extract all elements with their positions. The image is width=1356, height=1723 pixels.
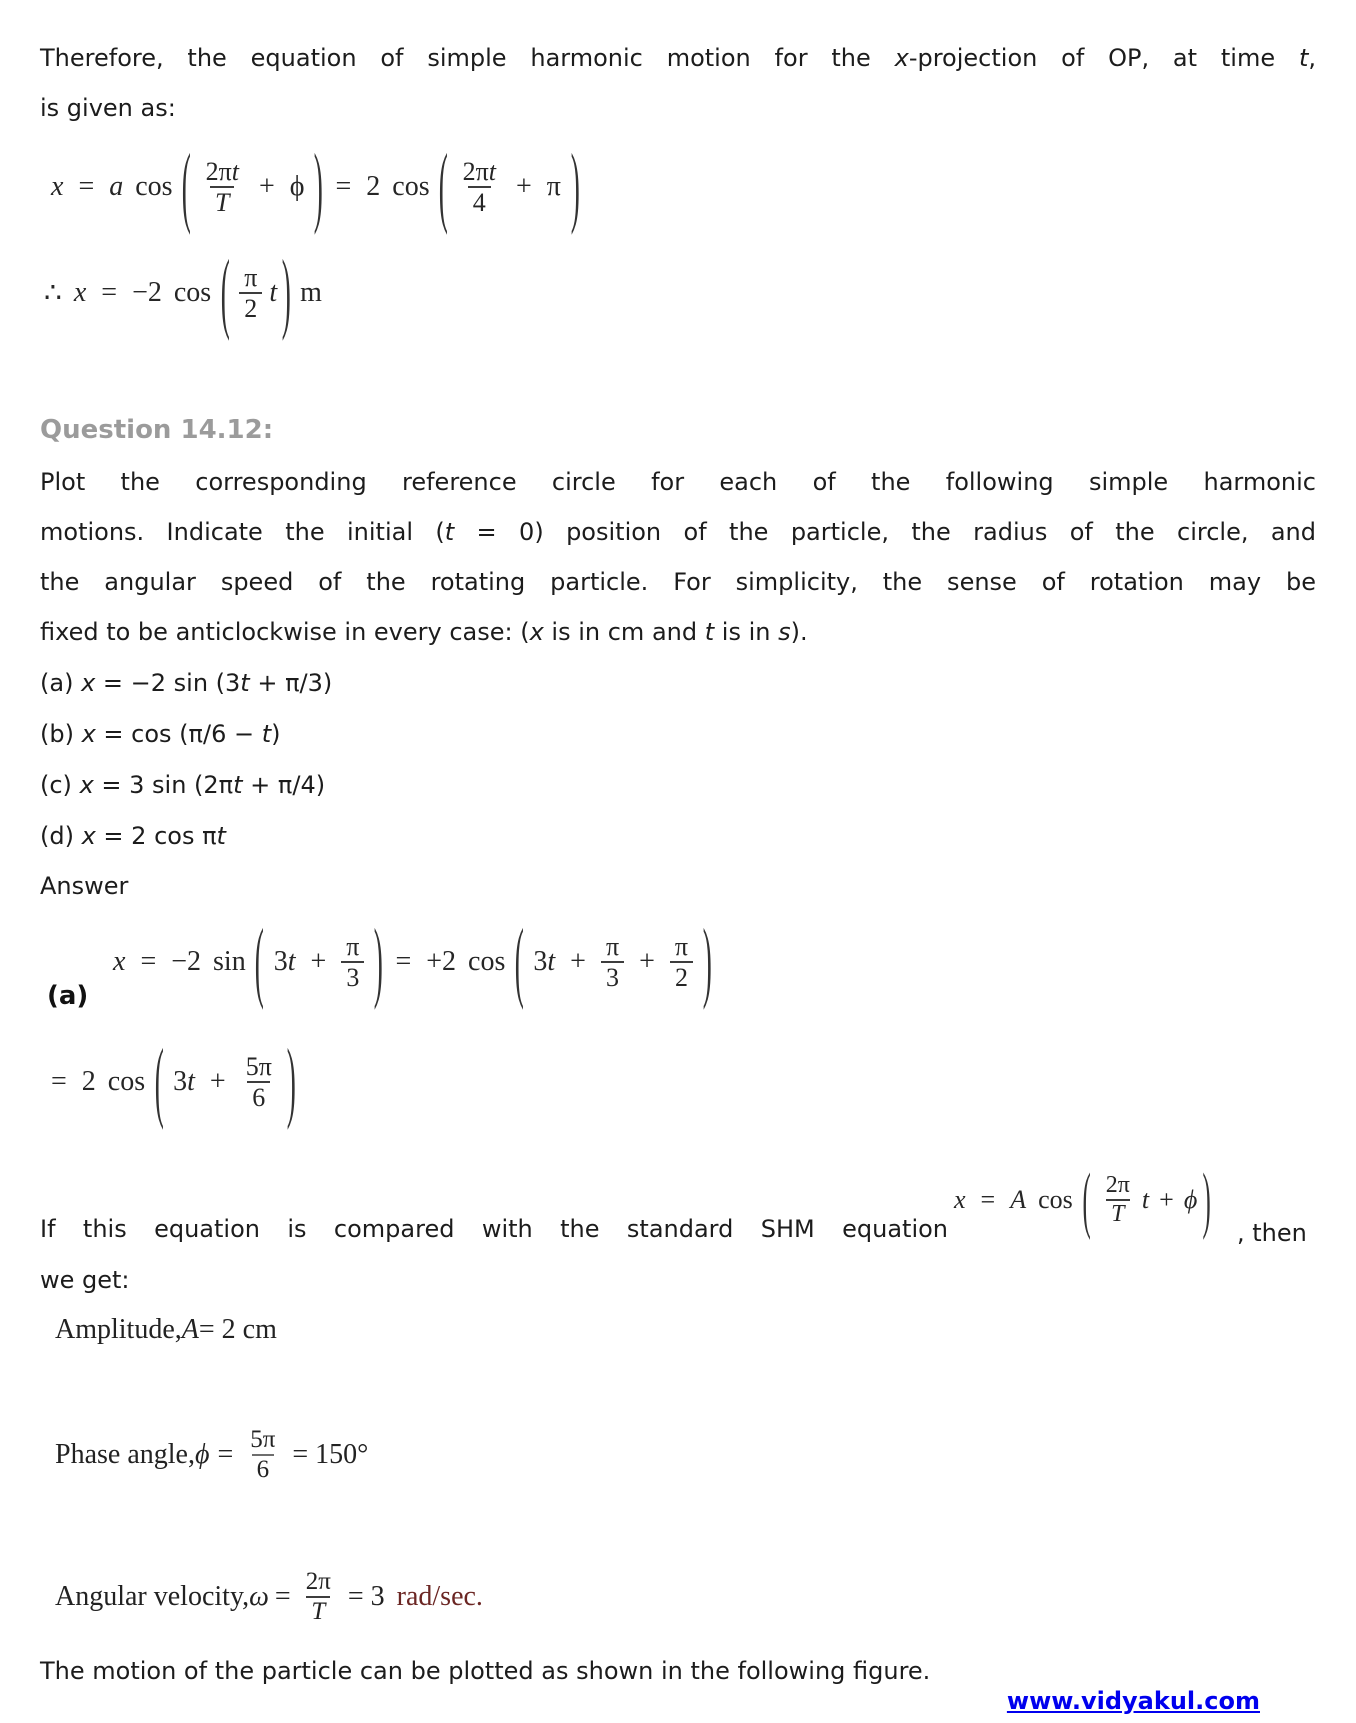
numerator — [458, 157, 501, 186]
angular-result: = 3 — [347, 1581, 385, 1612]
text-run: 6 — [256, 1456, 270, 1483]
plus-sign: + — [515, 171, 532, 202]
angular-velocity-line — [55, 1561, 483, 1633]
numerator — [670, 932, 693, 961]
pi-symbol: π — [674, 931, 689, 961]
left-paren: ( — [1082, 1157, 1091, 1241]
fraction-2pi-T — [301, 1568, 336, 1626]
fraction-2pi-T — [1101, 1172, 1135, 1228]
equals-sign: = — [980, 1185, 996, 1214]
coefficient-2: 2 — [81, 1066, 96, 1097]
answer-a-equation-line-2 — [42, 1032, 299, 1132]
list-item-d — [40, 811, 1316, 862]
var-x: x — [81, 822, 96, 850]
numerator — [301, 1568, 336, 1596]
text-run: 3 — [346, 963, 360, 992]
denominator — [468, 186, 491, 217]
text-run: 3 — [273, 946, 288, 977]
text-run: the angular speed of the rotating particle. For simplicity, the sense of rotation may be — [40, 568, 1316, 596]
intro-line-2 — [40, 83, 1316, 133]
text-run: 6 — [252, 1083, 266, 1112]
left-paren: ( — [182, 135, 192, 237]
text-run: 5π — [245, 1051, 272, 1081]
denominator — [601, 961, 624, 992]
pi-symbol: π — [605, 931, 620, 961]
var-A: A — [1010, 1185, 1027, 1214]
numerator — [601, 932, 624, 961]
right-paren: ) — [702, 910, 712, 1012]
equals-sign: = — [274, 1581, 291, 1612]
numerator — [241, 1052, 277, 1081]
amplitude-line — [55, 1314, 277, 1346]
plus-sign: + — [258, 171, 275, 202]
question-line-3 — [40, 557, 1316, 607]
coefficient-2: 2 — [366, 171, 381, 202]
compare-text-after: , then — [1237, 1219, 1307, 1247]
fraction-pi-2 — [670, 932, 693, 992]
left-paren: ( — [220, 241, 230, 343]
numerator — [245, 1426, 280, 1454]
fraction-5pi-6 — [241, 1052, 277, 1112]
phase-result: = 150° — [292, 1439, 369, 1470]
text-run: (c) — [40, 771, 80, 799]
term-3t — [533, 946, 555, 978]
phi-symbol: ϕ — [289, 171, 305, 202]
text-run: 2π — [305, 1568, 331, 1595]
fraction-pi-3 — [341, 932, 364, 992]
plus-sign: + — [310, 946, 327, 977]
equals-sign: = — [51, 1066, 67, 1097]
phi-symbol: ϕ — [194, 1439, 210, 1470]
denominator — [341, 961, 364, 992]
coefficient-plus-2: +2 — [426, 946, 457, 977]
denominator — [239, 292, 262, 323]
text-run: 2 — [674, 963, 688, 992]
plus-sign: + — [1159, 1185, 1174, 1214]
text-run: 4 — [472, 188, 486, 217]
intro-paragraph — [40, 33, 1316, 133]
var-t: t — [216, 822, 226, 850]
denominator — [1106, 1199, 1129, 1228]
text-run: = 2 cos π — [95, 822, 217, 850]
cos-function: cos — [392, 171, 430, 202]
omega-symbol: ω — [249, 1581, 269, 1612]
var-T: T — [311, 1598, 326, 1625]
list-item-c — [40, 760, 1316, 811]
left-paren: ( — [255, 910, 265, 1012]
text-run: is in cm and — [543, 618, 705, 646]
numerator — [201, 157, 244, 186]
var-t: t — [547, 946, 556, 977]
cos-function: cos — [1038, 1185, 1073, 1214]
text-run: 3 — [533, 946, 548, 977]
right-paren: ) — [313, 135, 324, 237]
cos-function: cos — [107, 1066, 146, 1097]
text-run: Therefore, the equation of simple harmonic motion for the — [40, 44, 895, 72]
fraction-5pi-6 — [245, 1426, 280, 1484]
text-run-italic-t: t — [1298, 44, 1309, 72]
equals-sign: = — [140, 946, 157, 977]
question-paragraph — [40, 457, 1316, 657]
numerator — [239, 263, 262, 292]
text-run: = −2 sin (3 — [95, 669, 241, 697]
plus-sign: + — [639, 946, 655, 977]
fraction-pi-3 — [601, 932, 624, 992]
text-run: Amplitude, — [55, 1314, 182, 1345]
numerator — [341, 932, 364, 961]
shm-standard-equation — [948, 1154, 1214, 1246]
text-run: is given as: — [40, 94, 176, 122]
text-run: (a) — [40, 669, 82, 697]
var-t: t — [261, 720, 272, 748]
var-x: x — [954, 1185, 966, 1214]
intro-line-1 — [40, 33, 1316, 83]
text-run: , — [1308, 44, 1316, 72]
numerator — [1101, 1172, 1135, 1199]
answer-a-equation-line-1 — [107, 912, 715, 1012]
text-run: -projection of OP, at time — [908, 44, 1299, 72]
question-heading: Question 14.12: — [40, 415, 274, 445]
text-run: 2 — [244, 294, 258, 323]
var-t: t — [444, 518, 455, 546]
question-line-2 — [40, 507, 1316, 557]
right-paren: ) — [570, 135, 580, 237]
var-t: t — [233, 771, 243, 799]
left-paren: ( — [514, 910, 524, 1012]
var-T: T — [1111, 1201, 1125, 1227]
coefficient-minus-2: −2 — [132, 277, 162, 308]
var-t: t — [488, 156, 496, 186]
right-paren: ) — [1202, 1157, 1211, 1241]
text-run: + π/4) — [242, 771, 326, 799]
equals-sign: = — [217, 1439, 234, 1470]
var-t: t — [287, 946, 296, 977]
text-run: Phase angle, — [55, 1439, 195, 1470]
text-run: 2π — [1105, 1172, 1130, 1199]
text-run: 3 — [173, 1066, 188, 1097]
var-t: t — [1141, 1185, 1150, 1214]
pi-symbol: π — [546, 171, 561, 202]
text-run: ) — [271, 720, 281, 748]
term-3t — [173, 1066, 195, 1098]
compare-line-2: we get: — [40, 1266, 130, 1294]
right-paren: ) — [373, 910, 383, 1012]
plus-sign: + — [209, 1066, 226, 1097]
var-t: t — [187, 1066, 195, 1097]
coefficient-minus-2: −2 — [171, 946, 202, 977]
compare-text-before — [40, 1207, 948, 1251]
unit-rad-sec: rad/sec. — [396, 1581, 483, 1612]
unit-m: m — [300, 277, 322, 308]
text-run: (d) — [40, 822, 82, 850]
left-paren: ( — [439, 135, 449, 237]
denominator — [670, 961, 693, 992]
var-x: x — [529, 618, 544, 646]
var-t: t — [269, 277, 278, 308]
text-run: is in — [714, 618, 779, 646]
var-x: x — [73, 277, 87, 308]
text-run: 2π — [205, 156, 232, 186]
text-run: = 2 cm — [198, 1314, 277, 1345]
fraction-pi-2 — [239, 263, 262, 323]
text-run: = 3 sin (2π — [93, 771, 234, 799]
var-t: t — [704, 618, 715, 646]
vidyakul-link[interactable]: www.vidyakul.com — [1006, 1687, 1260, 1715]
fraction-2pit-T — [201, 157, 244, 217]
fraction-2pit-4 — [458, 157, 501, 217]
right-paren: ) — [286, 1030, 296, 1132]
right-paren: ) — [281, 241, 291, 343]
var-t: t — [231, 156, 239, 186]
term-3t — [274, 946, 296, 978]
therefore-symbol: ∴ — [44, 278, 62, 309]
text-run: + π/3) — [249, 669, 333, 697]
pi-symbol: π — [346, 931, 360, 961]
answer-label: Answer — [40, 872, 129, 900]
text-run: 2π — [462, 156, 489, 186]
var-t: t — [240, 669, 250, 697]
question-line-1 — [40, 457, 1316, 507]
text-run: (b) — [40, 720, 82, 748]
denominator — [306, 1596, 330, 1626]
var-T: T — [215, 188, 230, 217]
var-x: x — [79, 771, 94, 799]
plus-sign: + — [570, 946, 586, 977]
text-run: = 0) position of the particle, the radius of the circle, and — [454, 518, 1317, 546]
cos-function: cos — [468, 946, 506, 977]
motion-list — [40, 658, 1316, 862]
denominator — [247, 1081, 270, 1112]
list-item-a — [40, 658, 1316, 709]
denominator — [210, 186, 234, 217]
text-run-italic-x: x — [894, 44, 909, 72]
cos-function: cos — [135, 171, 173, 202]
equals-sign: = — [101, 277, 118, 308]
text-run: = cos (π/6 − — [95, 720, 262, 748]
closing-paragraph: The motion of the particle can be plotted as shown in the following figure. — [40, 1657, 931, 1685]
text-run: 3 — [606, 963, 619, 992]
equation-x-result — [38, 243, 328, 343]
list-item-b — [40, 709, 1316, 760]
text-run: 5π — [250, 1426, 276, 1453]
var-s: s — [778, 618, 791, 646]
var-x: x — [81, 720, 96, 748]
phi-symbol: ϕ — [1183, 1185, 1198, 1214]
var-a: a — [109, 171, 124, 202]
part-a-label: (a) — [47, 981, 89, 1011]
equals-sign: = — [335, 171, 352, 202]
equation-x-projection — [45, 133, 583, 241]
text-run: ). — [790, 618, 808, 646]
text-run: Plot the corresponding reference circle for each of the following simple harmonic — [40, 468, 1316, 496]
text-run: Angular velocity, — [55, 1581, 250, 1612]
var-x: x — [113, 946, 126, 977]
text-run: motions. Indicate the initial ( — [40, 518, 445, 546]
phase-angle-line — [55, 1419, 368, 1491]
pi-symbol: π — [244, 262, 258, 292]
left-paren: ( — [154, 1030, 164, 1132]
var-A: A — [181, 1314, 199, 1345]
text-run: If this equation is compared with the standard SHM equation — [40, 1215, 948, 1243]
denominator — [252, 1454, 275, 1484]
equals-sign: = — [78, 171, 95, 202]
text-run: fixed to be anticlockwise in every case: ( — [40, 618, 530, 646]
var-x: x — [81, 669, 96, 697]
sin-function: sin — [213, 946, 246, 977]
equals-sign: = — [395, 946, 412, 977]
var-x: x — [51, 171, 64, 202]
cos-function: cos — [173, 277, 212, 308]
question-line-4 — [40, 607, 1316, 657]
